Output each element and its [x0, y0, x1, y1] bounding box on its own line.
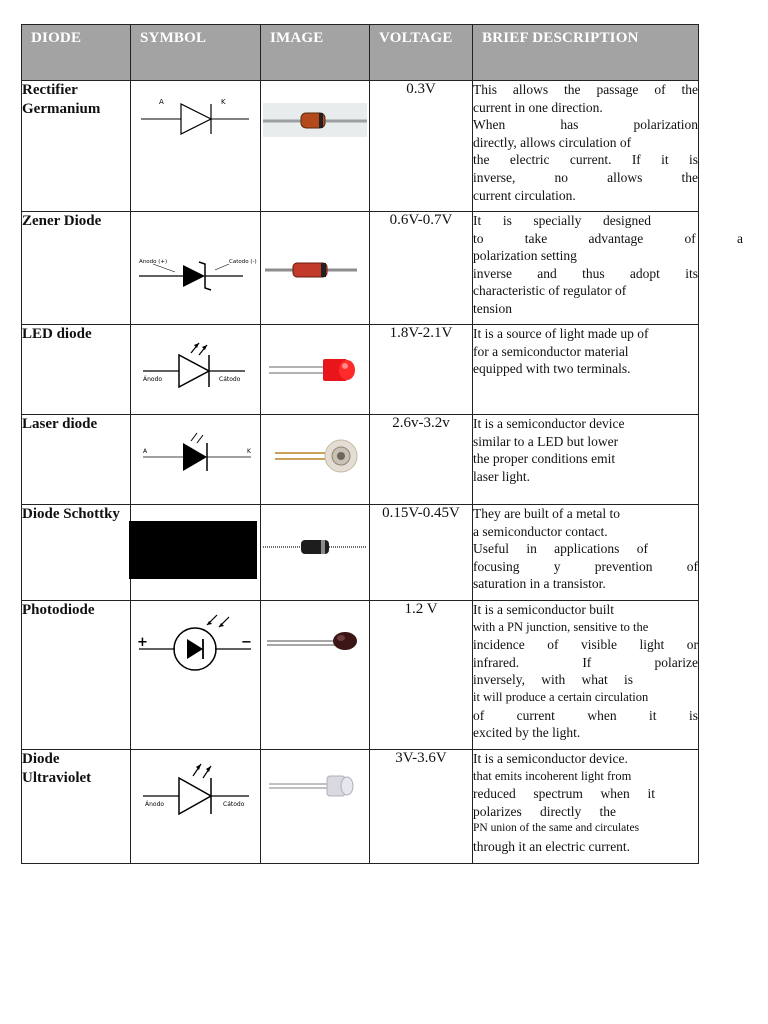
desc-line: current in one direction. — [473, 99, 603, 115]
diode-description — [473, 601, 699, 750]
zener-diode-photo — [261, 212, 370, 325]
diode-voltage: 0.3V — [370, 81, 473, 212]
diode-symbol — [131, 81, 261, 212]
diode-symbol — [131, 415, 261, 505]
desc-line: saturation in a transistor. — [473, 576, 606, 592]
cathode-label: Catodo (-) — [229, 259, 257, 265]
laser-diode-photo — [261, 415, 370, 505]
anode-label: A — [143, 448, 148, 455]
diode-voltage: 0.6V-0.7V — [370, 212, 473, 325]
diode-name: Laser diode — [22, 415, 131, 505]
desc-line: to take advantage of a — [473, 230, 743, 246]
desc-line: It is a semiconductor device. — [473, 751, 628, 766]
diode-image — [261, 325, 370, 415]
table-row — [22, 325, 699, 415]
diode-name: Zener Diode — [22, 212, 131, 325]
anode-label: A — [159, 98, 164, 106]
laser-symbol-icon — [131, 415, 261, 505]
diode-image — [261, 81, 370, 212]
header-image: IMAGE — [261, 25, 370, 81]
diode-voltage: 1.2 V — [370, 601, 473, 750]
desc-line: the proper conditions emit — [473, 451, 616, 467]
anode-label: Anodo (+) — [139, 259, 168, 265]
diode-image — [261, 601, 370, 750]
diode-name: Diode Schottky — [22, 505, 131, 601]
header-diode: DIODE — [22, 25, 131, 81]
table-row — [22, 505, 699, 601]
redacted-symbol — [129, 521, 257, 579]
diode-image — [261, 750, 370, 864]
photodiode-symbol-icon — [131, 601, 261, 750]
desc-line: polarizes directly the — [473, 803, 616, 819]
diode-description — [473, 212, 743, 325]
table-row — [22, 601, 699, 750]
diode-image — [261, 505, 370, 601]
germanium-diode-photo — [261, 81, 370, 212]
diode-image — [261, 212, 370, 325]
header-voltage: VOLTAGE — [370, 25, 473, 81]
desc-line: polarization setting — [473, 248, 577, 264]
desc-line: of current when it is — [473, 707, 698, 723]
desc-line: reduced spectrum when it — [473, 786, 655, 802]
cathode-label: Cátodo — [223, 801, 245, 808]
diode-symbol — [131, 505, 261, 601]
desc-line: focusing y prevention of — [473, 558, 698, 574]
desc-line: infrared. If polarize — [473, 654, 698, 670]
table-row — [22, 212, 699, 325]
desc-line: equipped with two terminals. — [473, 361, 631, 377]
desc-line: it will produce a certain circulation — [473, 689, 649, 704]
diode-symbol — [131, 325, 261, 415]
desc-line: excited by the light. — [473, 725, 581, 741]
diode-name: Diode Ultraviolet — [22, 750, 131, 864]
desc-line: inverse, no allows the — [473, 169, 698, 185]
diode-voltage: 3V-3.6V — [370, 750, 473, 864]
anode-label: + — [137, 635, 148, 650]
table-row — [22, 415, 699, 505]
diode-description — [473, 81, 699, 212]
diode-table — [21, 24, 743, 864]
diode-voltage: 2.6v-3.2v — [370, 415, 473, 505]
desc-line: with a PN junction, sensitive to the — [473, 619, 649, 634]
uv-diode-symbol-icon — [131, 750, 261, 864]
diode-symbol — [131, 750, 261, 864]
table-row — [22, 750, 699, 864]
diode-description — [473, 505, 699, 601]
desc-line: It is a source of light made up of — [473, 326, 649, 341]
desc-line: similar to a LED but lower — [473, 433, 619, 449]
photodiode-photo — [261, 601, 370, 750]
diode-voltage: 0.15V-0.45V — [370, 505, 473, 601]
desc-line: When has polarization — [473, 117, 698, 133]
desc-line: incidence of visible light or — [473, 637, 698, 653]
table-row — [22, 81, 699, 212]
zener-symbol-icon — [131, 212, 261, 325]
schottky-diode-photo — [261, 505, 370, 601]
desc-line: inverse and thus adopt its — [473, 265, 698, 281]
uv-led-photo — [261, 750, 370, 864]
desc-line: a semiconductor contact. — [473, 523, 608, 539]
diode-description — [473, 325, 699, 415]
desc-line: that emits incoherent light from — [473, 768, 632, 783]
desc-line: characteristic of regulator of — [473, 283, 627, 299]
desc-line: the electric current. If it is — [473, 152, 698, 168]
diode-voltage: 1.8V-2.1V — [370, 325, 473, 415]
desc-line: for a semiconductor material — [473, 343, 629, 359]
red-led-photo — [261, 325, 370, 415]
anode-label: Ánodo — [145, 801, 165, 808]
desc-line: It is a semiconductor built — [473, 602, 614, 617]
diode-name: LED diode — [22, 325, 131, 415]
anode-label: Ánodo — [143, 376, 163, 383]
header-row — [22, 25, 699, 81]
cathode-label: − — [241, 635, 252, 650]
header-symbol: SYMBOL — [131, 25, 261, 81]
desc-line: inversely, with what is — [473, 672, 633, 688]
desc-line: through it an electric current. — [473, 838, 631, 854]
diode-name: Photodiode — [22, 601, 131, 750]
diode-symbol — [131, 212, 261, 325]
header-description: BRIEF DESCRIPTION — [473, 25, 699, 81]
desc-line: This allows the passage of the — [473, 82, 698, 97]
cathode-label: K — [247, 448, 251, 455]
rectifier-symbol-icon — [131, 81, 261, 212]
cathode-label: K — [221, 98, 226, 106]
desc-line: directly, allows circulation of — [473, 134, 632, 150]
desc-line: tension — [473, 300, 512, 316]
desc-line: current circulation. — [473, 187, 576, 203]
cathode-label: Cátodo — [219, 376, 241, 383]
diode-image — [261, 415, 370, 505]
led-symbol-icon — [131, 325, 261, 415]
diode-description — [473, 415, 699, 505]
desc-line: They are built of a metal to — [473, 506, 620, 521]
diode-symbol — [131, 601, 261, 750]
desc-line: laser light. — [473, 468, 530, 484]
desc-line: Useful in applications of — [473, 541, 648, 557]
desc-line: It is specially designed — [473, 213, 651, 228]
desc-line: It is a semiconductor device — [473, 416, 625, 431]
diode-name: Rectifier Germanium — [22, 81, 131, 212]
diode-description — [473, 750, 699, 864]
desc-line: PN union of the same and circulates — [473, 822, 640, 835]
